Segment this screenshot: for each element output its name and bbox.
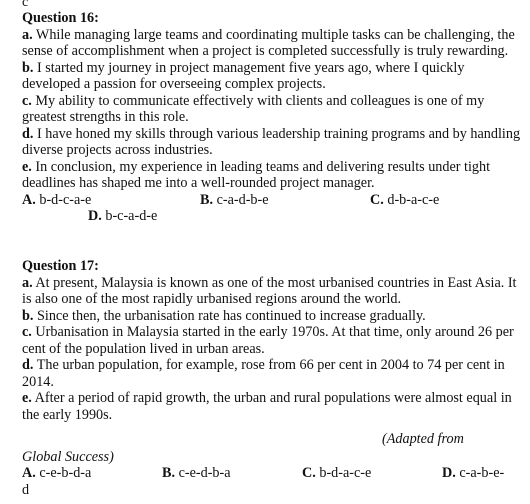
q17-option-b-text: c-e-d-b-a [175, 465, 231, 481]
q16-option-c-text: d-b-a-c-e [383, 191, 440, 208]
q16-item-c-text: My ability to communicate effectively with clients and colleagues is one of my greatest strengths in this role. [22, 92, 485, 125]
q16-item-c-label: c. [22, 92, 32, 109]
q17-option-a-text: c-e-b-d-a [35, 465, 92, 481]
q16-option-d-label: D. [88, 208, 102, 224]
q16-item-d [22, 126, 522, 159]
q16-item-d-text: I have honed my skills through various leadership training programs and by handling diverse projects across industries. [22, 125, 521, 158]
q17-item-e-text: After a period of rapid growth, the urban and rural populations were almost equal in the early 1990s. [22, 390, 512, 423]
q17-item-e-label: e. [22, 390, 32, 406]
q17-options-row-1 [22, 465, 522, 482]
q16-item-a [22, 27, 522, 60]
q17-option-d-label: D. [442, 465, 456, 481]
stray-letter: c [22, 0, 29, 10]
q17-source-line-2: Global Success) [22, 448, 114, 465]
question-16-title: Question 16: [22, 10, 99, 26]
q16-option-a[interactable] [22, 192, 91, 209]
q17-option-a-label: A. [22, 465, 36, 481]
q16-item-b-label: b. [22, 59, 34, 76]
q16-option-b-label: B. [200, 191, 214, 208]
q16-item-c [22, 93, 522, 126]
q16-item-d-label: d. [22, 125, 34, 142]
q16-option-b[interactable] [200, 192, 269, 209]
q17-item-b-label: b. [22, 307, 34, 324]
q16-option-c[interactable] [370, 192, 439, 209]
q17-item-d-text: The urban population, for example, rose from 66 per cent in 2004 to 74 per cent in 2014. [22, 357, 505, 390]
question-16 [22, 10, 522, 225]
q16-item-e-label: e. [22, 158, 32, 175]
q17-item-b-text: Since then, the urbanisation rate has continued to increase gradually. [33, 307, 426, 324]
q17-item-d [22, 357, 522, 390]
q16-options-row-1 [22, 192, 522, 209]
q16-options-row-2 [22, 208, 522, 225]
q17-source-line-1: (Adapted from [382, 431, 464, 447]
q17-option-d-wrap: d [22, 481, 30, 498]
q17-option-c-text: b-d-a-c-e [315, 465, 372, 481]
q16-item-b-text: I started my journey in project management five years ago, where I quickly developed a passion for overseeing complex projects. [22, 59, 465, 92]
q16-option-b-text: c-a-d-b-e [213, 191, 269, 208]
q17-option-c[interactable] [302, 465, 371, 482]
q16-option-d[interactable] [88, 208, 157, 225]
q16-option-a-label: A. [22, 191, 36, 208]
q16-item-b [22, 60, 522, 93]
q16-option-c-label: C. [370, 191, 384, 208]
q16-item-a-label: a. [22, 26, 33, 43]
q17-item-e [22, 390, 522, 423]
q17-item-b [22, 308, 522, 325]
q17-option-d[interactable] [442, 465, 504, 482]
q17-item-a-label: a. [22, 274, 33, 291]
q17-option-c-label: C. [302, 465, 316, 481]
q17-item-d-label: d. [22, 357, 34, 373]
q17-item-a [22, 275, 522, 308]
q17-option-b-label: B. [162, 465, 176, 481]
q16-item-e [22, 159, 522, 192]
q16-item-e-text: In conclusion, my experience in leading teams and delivering results under tight deadlines has shaped me into a well-rounded project manager. [22, 158, 491, 191]
q17-source [22, 431, 522, 448]
q16-option-a-text: b-d-c-a-e [35, 191, 92, 208]
q16-item-a-text: While managing large teams and coordinating multiple tasks can be challenging, the sense of accomplishment when a project is completed successfully is truly rewarding. [22, 26, 515, 59]
q17-item-c-label: c. [22, 324, 32, 340]
q17-item-a-text: At present, Malaysia is known as one of the most urbanised countries in East Asia. It is also one of the most rapidly urbanised regions around the world. [22, 274, 517, 307]
q17-option-a[interactable] [22, 465, 91, 482]
q16-option-d-text: b-c-a-d-e [101, 208, 158, 224]
q17-option-d-text: c-a-b-e- [455, 465, 505, 481]
question-17-title: Question 17: [22, 258, 99, 274]
question-17 [22, 258, 522, 498]
q17-option-b[interactable] [162, 465, 231, 482]
q17-item-c-text: Urbanisation in Malaysia started in the early 1970s. At that time, only around 26 per cent of the population lived in urban areas. [22, 324, 514, 357]
q17-item-c [22, 324, 522, 357]
